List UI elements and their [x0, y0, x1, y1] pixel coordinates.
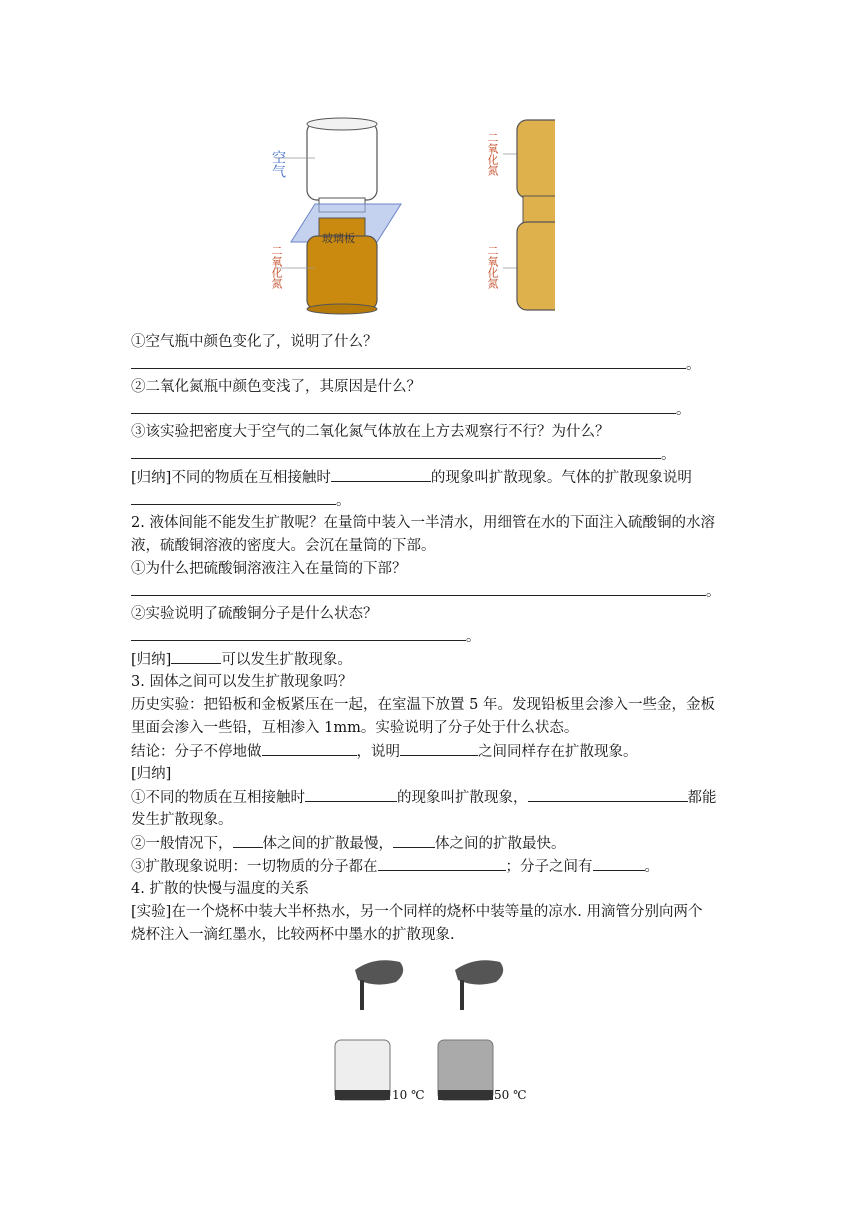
- summary-2: [归纳] 可以发生扩散现象。: [131, 649, 352, 670]
- summary-3-b: ②一般情况下， 体之间的扩散最慢， 体之间的扩散最快。: [131, 833, 566, 854]
- air-label: 空气: [270, 150, 286, 178]
- left-temperature: 10 ℃: [392, 1088, 425, 1102]
- left-beaker: [335, 1040, 390, 1100]
- answer-line-4[interactable]: 。: [131, 581, 721, 602]
- no2-label-right-top: 二氧化氮: [486, 132, 499, 176]
- gas-diffusion-figure: [255, 110, 555, 320]
- section-2-text: 液，硫酸铜溶液的密度大。会沉在量筒的下部。: [131, 538, 436, 554]
- question-3: ③该实验把密度大于空气的二氧化氮气体放在上方去观察行不行？为什么？: [131, 424, 610, 440]
- section-3-heading: 3. 固体之间可以发生扩散现象吗？: [131, 674, 353, 690]
- question-1: ①空气瓶中颜色变化了，说明了什么？: [131, 334, 378, 350]
- right-beaker: [438, 1040, 493, 1100]
- summary-1: [归纳]不同的物质在互相接触时 的现象叫扩散现象。气体的扩散现象说明: [131, 467, 692, 488]
- section-3-text-2: 里面会渗入一些铅，互相渗入 1mm。实验说明了分子处于什么状态。: [131, 720, 579, 736]
- conclusion: 结论：分子不停地做 ，说明 之间同样存在扩散现象。: [131, 741, 638, 762]
- answer-line-1[interactable]: 。: [131, 354, 701, 375]
- question-4: ①为什么把硫酸铜溶液注入在量筒的下部？: [131, 561, 407, 577]
- mixed-bottles: [517, 120, 555, 310]
- section-4-text-1: [实验]在一个烧杯中装大半杯热水，另一个同样的烧杯中装等量的凉水. 用滴管分别向两个: [131, 904, 703, 920]
- answer-line-5[interactable]: 。: [131, 626, 481, 647]
- left-dropper-hand: [355, 960, 403, 1010]
- no2-label-left: 二氧化氮: [270, 245, 283, 289]
- section-4-heading: 4. 扩散的快慢与温度的关系: [131, 881, 309, 897]
- summary-3-c: ③扩散现象说明：一切物质的分子都在 ；分子之间有 。: [131, 856, 659, 877]
- summary-1-blank[interactable]: 。: [131, 490, 351, 511]
- section-2-heading: 2. 液体间能不能发生扩散呢？在量筒中装入一半清水，用细管在水的下面注入硫酸铜的水溶: [131, 515, 715, 531]
- summary-3-a: ①不同的物质在互相接触时 的现象叫扩散现象， 都能: [131, 787, 717, 808]
- no2-label-right-bottom: 二氧化氮: [486, 245, 499, 289]
- air-bottle: [307, 118, 377, 212]
- section-4-text-2: 烧杯注入一滴红墨水，比较两杯中墨水的扩散现象.: [131, 927, 455, 943]
- section-3-text-1: 历史实验：把铅板和金板紧压在一起，在室温下放置 5 年。发现铅板里会渗入一些金，金板: [131, 697, 715, 713]
- right-temperature: 50 ℃: [494, 1088, 527, 1102]
- answer-line-2[interactable]: 。: [131, 399, 691, 420]
- right-dropper-hand: [455, 960, 503, 1010]
- question-2: ②二氧化氮瓶中颜色变浅了，其原因是什么？: [131, 379, 421, 395]
- plate-label: 玻璃板: [322, 232, 355, 245]
- summary-3-label: [归纳]: [131, 766, 172, 782]
- question-5: ②实验说明了硫酸铜分子是什么状态？: [131, 606, 378, 622]
- summary-3-a-cont: 发生扩散现象。: [131, 812, 233, 828]
- answer-line-3[interactable]: 。: [131, 444, 676, 465]
